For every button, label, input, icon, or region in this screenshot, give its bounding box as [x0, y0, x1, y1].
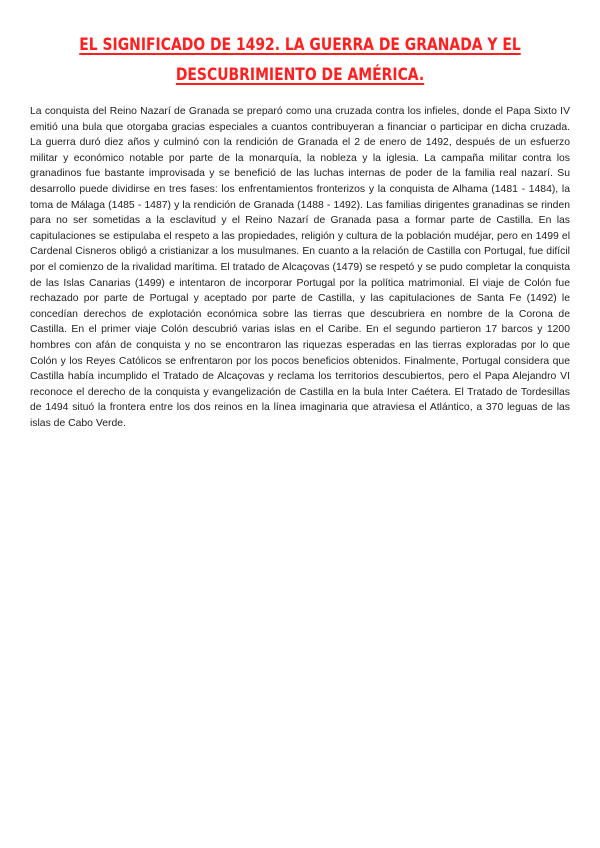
document-body-paragraph: La conquista del Reino Nazarí de Granada se preparó como una cruzada contra los infieles, donde el Papa Sixto IV emitió una bula que otorgaba gracias especiales a cuantos contribuyeran a financiar o participar en dicha cruzada. La guerra duró diez años y culminó con la rendición de Granada el 2 de enero de 1492, después de un esfuerzo militar y económico notable por parte de la monarquía, la nobleza y la iglesia. La campaña militar contra los granadinos fue bastante improvisada y se benefició de las luchas internas de poder de la familia real nazarí. Su desarrollo puede dividirse en tres fases: los enfrentamientos fronterizos y la conquista de Alhama (1481 - 1484), la toma de Málaga (1485 - 1487) y la rendición de Granada (1488 - 1492). Las familias dirigentes granadinas se rinden para no ser sometidas a la esclavitud y el Reino Nazarí de Granada pasa a formar parte de Castilla. En las capitulaciones se estipulaba el respeto a las propiedades, religión y cultura de la población mudéjar, pero en 1499 el Cardenal Cisneros obligó a cristianizar a los musulmanes. En cuanto a la relación de Castilla con Portugal, fue difícil por el comienzo de la rivalidad marítima. El tratado de Alcaçovas (1479) se respetó y se pudo completar la conquista de las Islas Canarias (1499) e intentaron de incorporar Portugal por la política matrimonial. El viaje de Colón fue rechazado por parte de Portugal y aceptado por parte de Castilla, y las capitulaciones de Santa Fe (1492) le concedían derechos de explotación económica sobre las tierras que descubriera en nombre de la Corona de Castilla. En el primer viaje Colón descubrió varias islas en el Caribe. En el segundo partieron 17 barcos y 1200 hombres con afán de conquista y no se encontraron las riquezas esperadas en las tierras exploradas por lo que Colón y los Reyes Católicos se enfrentaron por los pocos beneficios obtenidos. Finalmente, Portugal considera que Castilla había incumplido el Tratado de Alcaçovas y reclama los territorios descubiertos, pero el Papa Alejandro VI reconoce el derecho de la conquista y evangelización de Castilla en la bula Inter Caétera. El Tratado de Tordesillas de 1494 situó la frontera entre los dos reinos en la línea imaginaria que atraviesa el Atlántico, a 370 leguas de las islas de Cabo Verde. [30, 106, 570, 429]
document-title: EL SIGNIFICADO DE 1492. LA GUERRA DE GRANADA Y EL DESCUBRIMIENTO DE AMÉRICA. [79, 35, 521, 85]
